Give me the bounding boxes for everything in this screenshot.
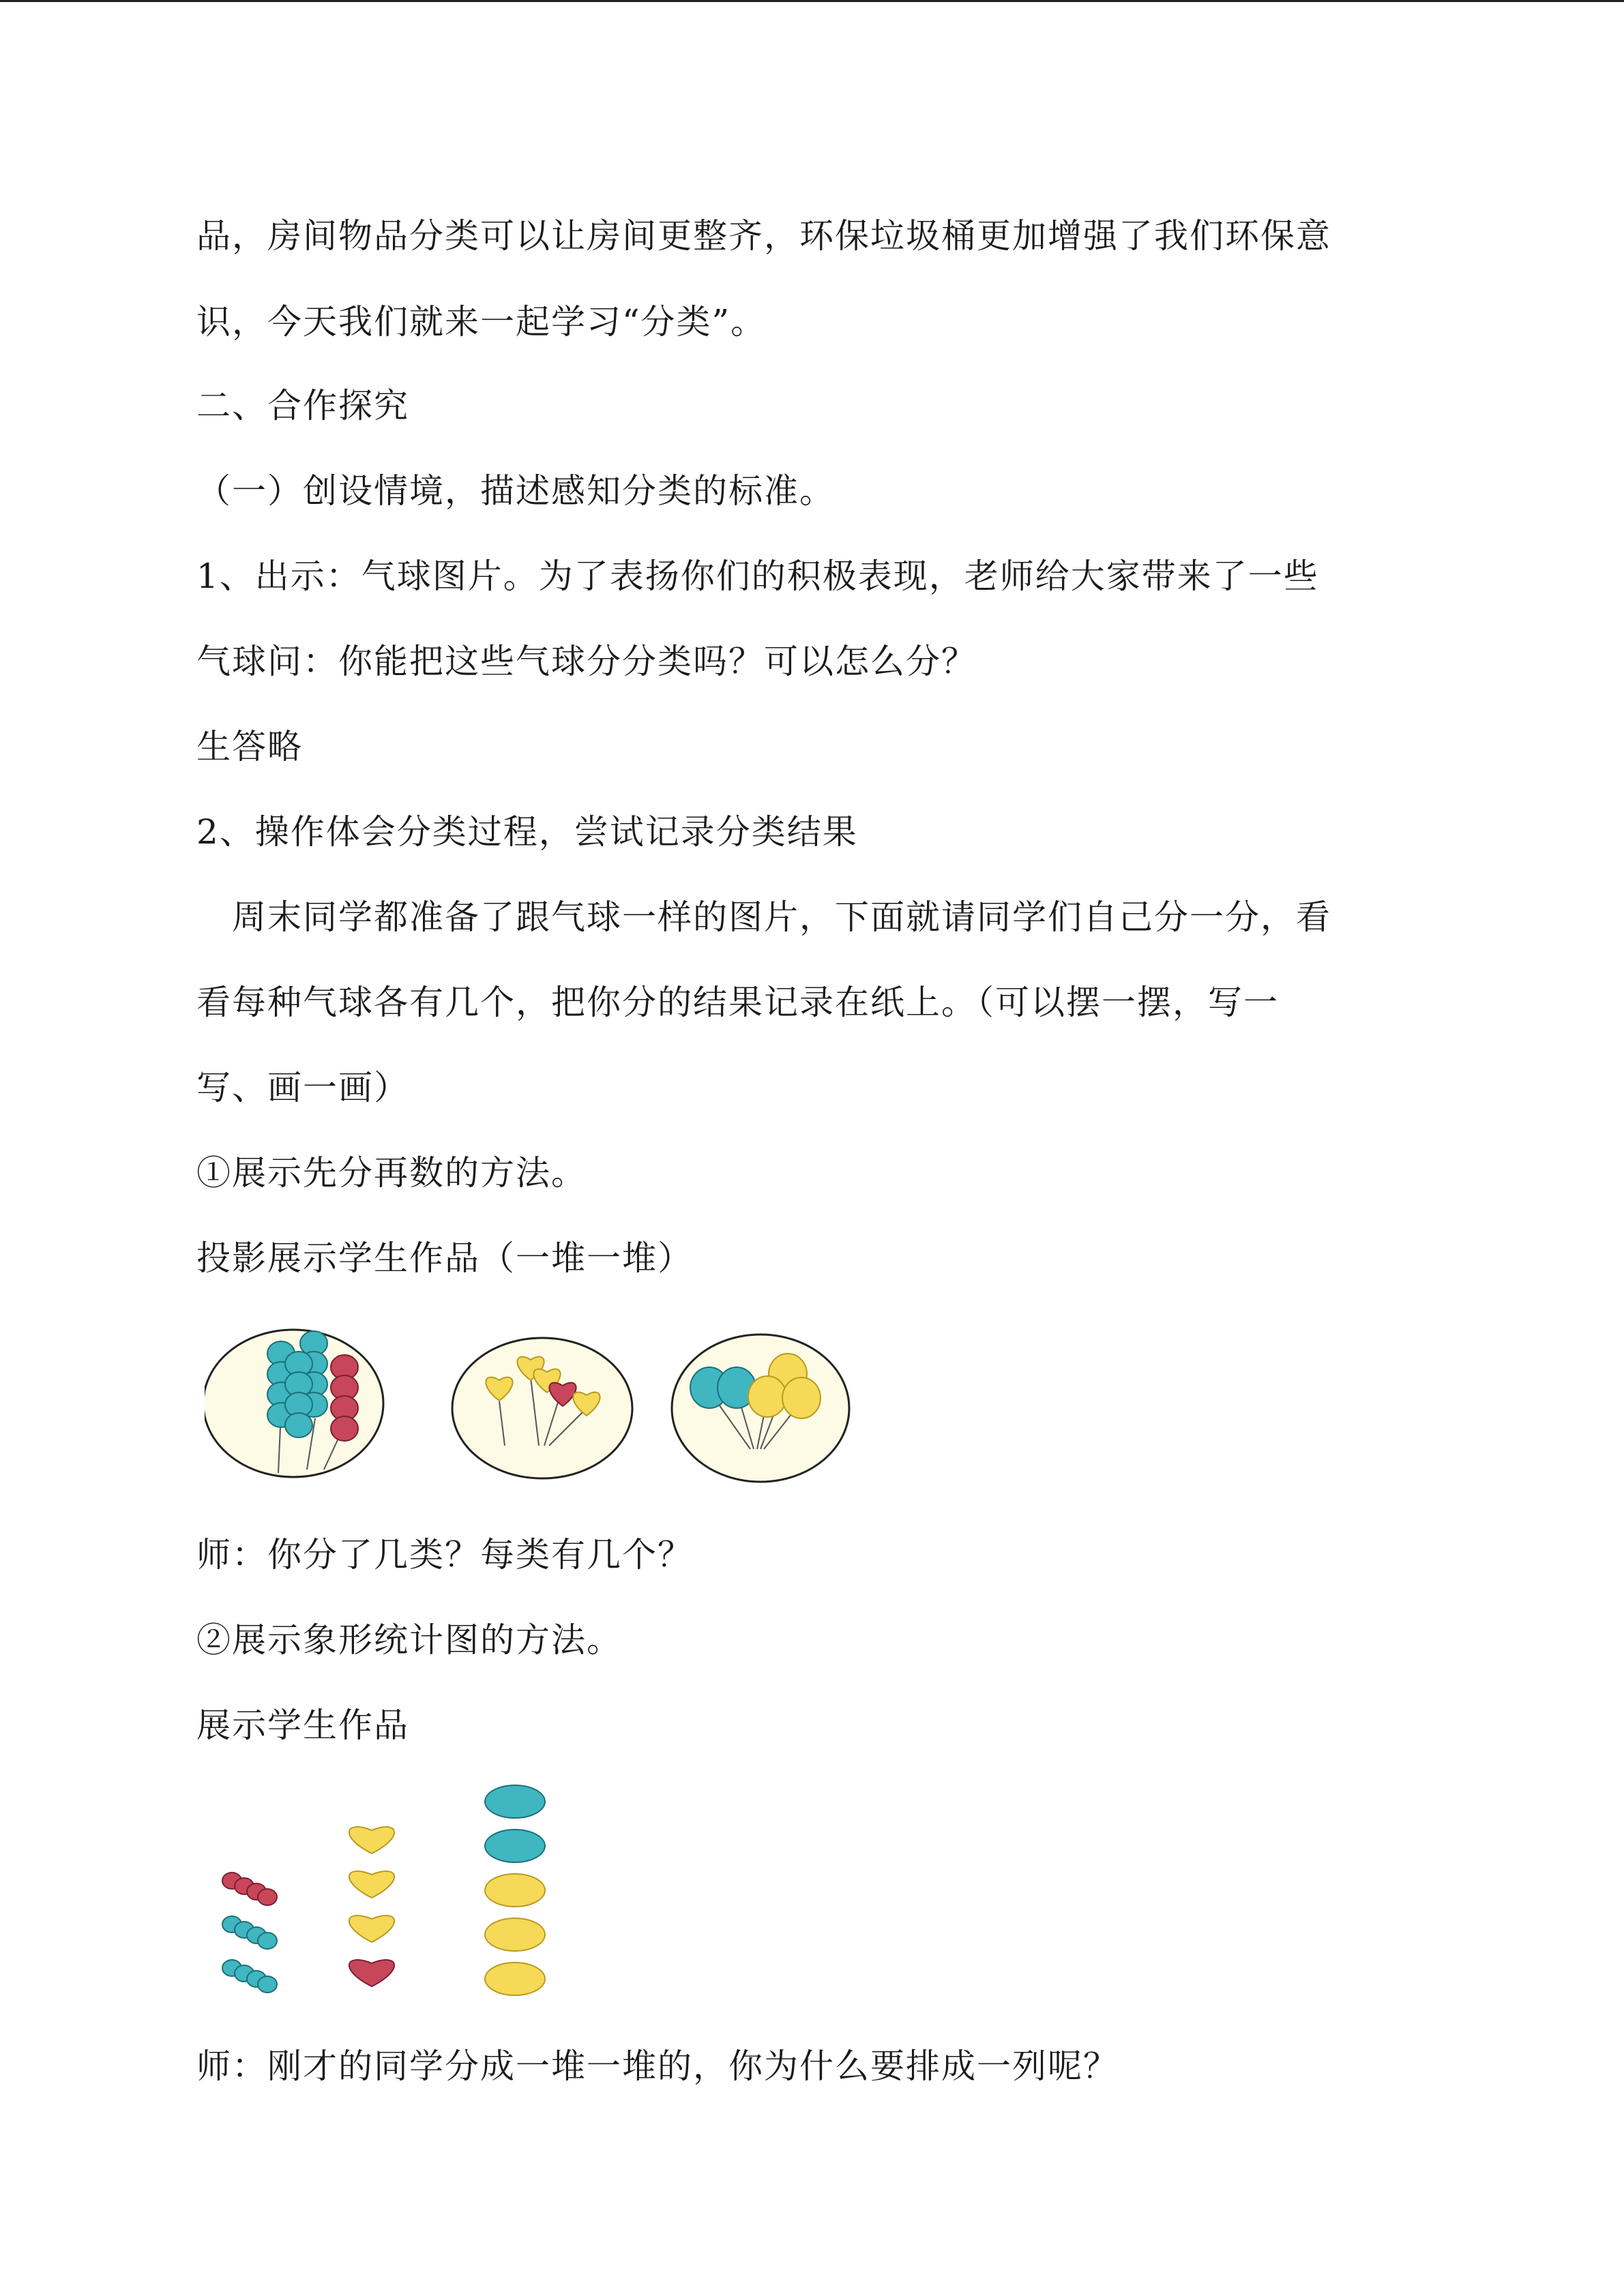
pictograph-column-round [485, 1785, 545, 1995]
round-balloon-yellow [748, 1376, 786, 1417]
round-balloon-yellow [485, 1918, 545, 1951]
heart-balloon-red [349, 1960, 394, 1986]
subsection-heading: （一）创设情境，描述感知分类的标准。 [196, 471, 835, 511]
long-balloon-teal [222, 1960, 277, 1993]
text-line: ②展示象形统计图的方法。 [196, 1620, 622, 1660]
text-line: 1、出示：气球图片。为了表扬你们的积极表现，老师给大家带来了一些 [196, 556, 1319, 596]
text-line: 识，今天我们就来一起学习“分类”。 [196, 302, 767, 342]
long-balloon-red [222, 1873, 277, 1905]
balloon-groups-figure [205, 1323, 859, 1487]
text-line: 展示学生作品 [196, 1705, 409, 1745]
text-line: 师：刚才的同学分成一堆一堆的，你为什么要排成一列呢？ [196, 2046, 1119, 2086]
text-line: 2、操作体会分类过程，尝试记录分类结果 [196, 812, 858, 852]
round-balloon-yellow [485, 1874, 545, 1907]
text-line: ①展示先分再数的方法。 [196, 1153, 587, 1193]
round-balloon-teal [485, 1830, 545, 1862]
text-line: 生答略 [196, 727, 303, 766]
text-line: 看每种气球各有几个，把你分的结果记录在纸上。（可以摆一摆，写一 [196, 983, 1279, 1022]
text-line: 周末同学都准备了跟气球一样的图片，下面就请同学们自己分一分，看 [232, 897, 1331, 937]
heart-balloon-yellow [349, 1915, 394, 1942]
heart-balloon-yellow [349, 1827, 394, 1853]
text-line: 投影展示学生作品（一堆一堆） [196, 1238, 693, 1278]
text-line: 写、画一画） [196, 1068, 409, 1107]
section-heading: 二、合作探究 [196, 386, 409, 426]
text-line: 师：你分了几类？每类有几个？ [196, 1535, 693, 1575]
text-line: 气球问：你能把这些气球分分类吗？可以怎么分？ [196, 642, 977, 681]
oval-group-round-balloons [672, 1335, 849, 1482]
page-top-rule [0, 0, 1624, 2]
text-line: 品，房间物品分类可以让房间更整齐，环保垃圾桶更加增强了我们环保意 [196, 216, 1331, 256]
balloon-pictograph-figure [211, 1780, 566, 2012]
round-balloon-yellow [782, 1377, 821, 1418]
heart-balloon-yellow [349, 1871, 394, 1898]
oval-group-heart-balloons [452, 1338, 632, 1478]
round-balloon-teal [485, 1785, 545, 1818]
oval-group-long-balloons [205, 1330, 383, 1477]
pictograph-column-heart [349, 1827, 394, 1986]
long-balloon-teal [222, 1916, 277, 1949]
pictograph-column-long [222, 1873, 277, 1993]
round-balloon-yellow [485, 1963, 545, 1995]
